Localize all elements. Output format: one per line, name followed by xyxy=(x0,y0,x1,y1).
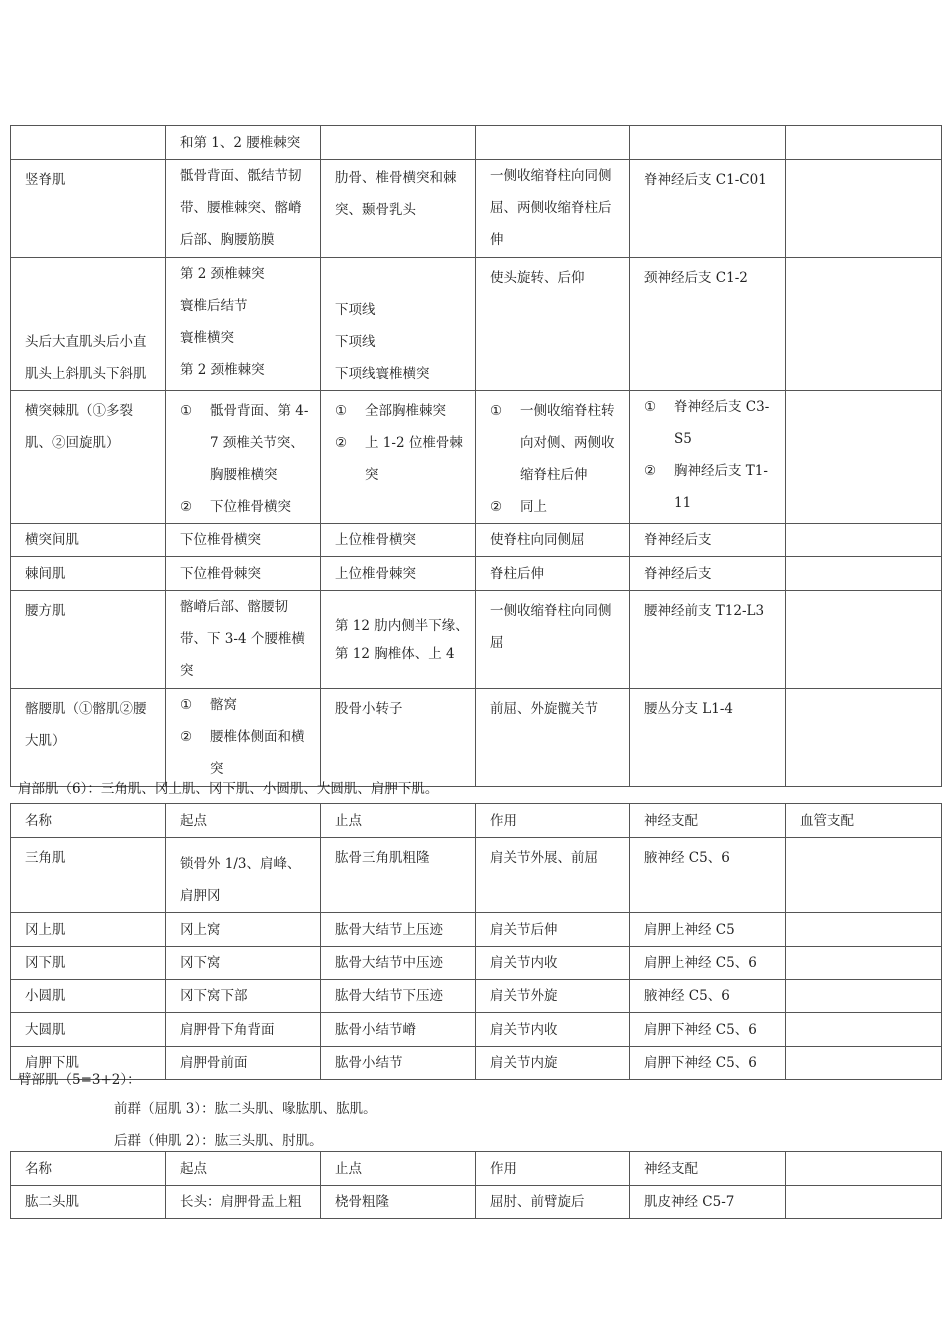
table-row xyxy=(11,591,942,689)
name-cell: 棘间肌 xyxy=(25,566,66,582)
arm-muscles-table xyxy=(10,1151,942,1219)
table-row xyxy=(11,258,942,391)
origin-line: 寰椎横突 xyxy=(180,330,234,346)
header-vessel: 血管支配 xyxy=(800,813,854,829)
table-header-row xyxy=(11,804,942,838)
header-nerve: 神经支配 xyxy=(644,1161,698,1177)
origin-cell: 锁骨外 1/3、肩峰、肩胛冈 xyxy=(180,856,301,904)
nerve-cell: 肩胛上神经 C5 xyxy=(644,922,735,938)
name-cell: 三角肌 xyxy=(25,850,66,866)
name-cell: 小圆肌 xyxy=(25,988,66,1004)
nerve-cell: 肩胛下神经 C5、6 xyxy=(644,1022,757,1038)
nerve-cell: 脊神经后支 C1-C01 xyxy=(644,172,767,188)
origin-cell: 肩胛骨下角背面 xyxy=(180,1022,275,1038)
nerve-item: ② 胸神经后支 T1-11 xyxy=(644,463,768,511)
origin-cell: 髂嵴后部、髂腰韧带、下 3-4 个腰椎横突 xyxy=(180,599,305,679)
action-cell: 肩关节内旋 xyxy=(490,1055,558,1071)
origin-item: ① 髂窝 xyxy=(180,697,237,713)
name-cell: 横突棘肌（①多裂肌、②回旋肌） xyxy=(25,403,133,451)
table-row xyxy=(11,1186,942,1219)
action-cell: 使脊柱向同侧屈 xyxy=(490,532,585,548)
table-row xyxy=(11,1047,942,1080)
action-cell: 一侧收缩脊柱向同侧屈、两侧收缩脊柱后伸 xyxy=(490,168,612,248)
table-row xyxy=(11,689,942,787)
header-origin: 起点 xyxy=(180,1161,207,1177)
origin-cell: 骶骨背面、骶结节韧带、腰椎棘突、髂嵴后部、胸腰筋膜 xyxy=(180,168,302,248)
origin-cell: 肩胛骨前面 xyxy=(180,1055,248,1071)
nerve-cell: 腋神经 C5、6 xyxy=(644,850,730,866)
table-header-row xyxy=(11,1152,942,1186)
action-cell: 使头旋转、后仰 xyxy=(490,270,585,286)
nerve-cell: 脊神经后支 xyxy=(644,566,712,582)
insertion-line: 下项线 xyxy=(335,334,376,350)
origin-cell: 下位椎骨横突 xyxy=(180,532,261,548)
name-cell: 冈下肌 xyxy=(25,955,66,971)
arm-back-group: 后群（伸肌 2）：肱三头肌、肘肌。 xyxy=(114,1133,323,1149)
header-action: 作用 xyxy=(490,1161,517,1177)
arm-muscles-heading: 臂部肌（5=3+2）： xyxy=(18,1072,141,1088)
origin-line: 寰椎后结节 xyxy=(180,298,248,314)
insertion-item: ① 全部胸椎棘突 xyxy=(335,403,446,419)
origin-item: ② 腰椎体侧面和横突 xyxy=(180,729,305,777)
shoulder-muscles-heading: 肩部肌（6）：三角肌、冈上肌、冈下肌、小圆肌、大圆肌、肩胛下肌。 xyxy=(18,781,439,797)
nerve-cell: 腰神经前支 T12-L3 xyxy=(644,603,765,619)
origin-line: 第 2 颈椎棘突 xyxy=(180,266,265,282)
header-nerve: 神经支配 xyxy=(644,813,698,829)
table-row xyxy=(11,126,942,160)
origin-cell: 冈下窝下部 xyxy=(180,988,248,1004)
origin-line: 第 2 颈椎棘突 xyxy=(180,362,265,378)
nerve-cell: 肩胛上神经 C5、6 xyxy=(644,955,757,971)
name-cell: 冈上肌 xyxy=(25,922,66,938)
origin-cell: 下位椎骨棘突 xyxy=(180,566,261,582)
action-item: ① 一侧收缩脊柱转向对侧、两侧收缩脊柱后伸 xyxy=(490,403,615,483)
header-insertion: 止点 xyxy=(335,1161,362,1177)
action-cell: 前屈、外旋髋关节 xyxy=(490,701,598,717)
nerve-cell: 肌皮神经 C5-7 xyxy=(644,1194,735,1210)
table-row xyxy=(11,524,942,557)
insertion-cell: 肱骨大结节上压迹 xyxy=(335,922,443,938)
insertion-cell: 肱骨小结节 xyxy=(335,1055,403,1071)
nerve-cell: 脊神经后支 xyxy=(644,532,712,548)
arm-front-group: 前群（屈肌 3）：肱二头肌、喙肱肌、肱肌。 xyxy=(114,1101,377,1117)
table-row xyxy=(11,391,942,524)
nerve-cell: 颈神经后支 C1-2 xyxy=(644,270,748,286)
action-cell: 屈肘、前臂旋后 xyxy=(490,1194,585,1210)
action-cell: 肩关节内收 xyxy=(490,955,558,971)
insertion-cell: 肱骨大结节下压迹 xyxy=(335,988,443,1004)
insertion-line: 第 12 胸椎体、上 4 xyxy=(335,646,455,662)
name-cell: 肱二头肌 xyxy=(25,1194,79,1210)
header-insertion: 止点 xyxy=(335,813,362,829)
name-cell: 头后大直肌头后小直肌头上斜肌头下斜肌 xyxy=(25,334,147,382)
origin-item: ② 下位椎骨横突 xyxy=(180,499,291,515)
insertion-cell: 肱骨大结节中压迹 xyxy=(335,955,443,971)
nerve-cell: 肩胛下神经 C5、6 xyxy=(644,1055,757,1071)
table-row xyxy=(11,913,942,947)
table-row xyxy=(11,980,942,1013)
origin-cell: 和第 1、2 腰椎棘突 xyxy=(180,135,301,151)
shoulder-muscles-table xyxy=(10,803,942,1080)
origin-cell: 长头：肩胛骨盂上粗 xyxy=(180,1194,302,1210)
insertion-line: 下项线寰椎横突 xyxy=(335,366,430,382)
header-action: 作用 xyxy=(490,813,517,829)
insertion-cell: 股骨小转子 xyxy=(335,701,403,717)
origin-cell: 冈下窝 xyxy=(180,955,221,971)
name-cell: 髂腰肌（①髂肌②腰大肌） xyxy=(25,701,147,749)
header-name: 名称 xyxy=(25,813,52,829)
table-row xyxy=(11,1013,942,1047)
name-cell: 竖脊肌 xyxy=(25,172,66,188)
action-cell: 肩关节后伸 xyxy=(490,922,558,938)
name-cell: 大圆肌 xyxy=(25,1022,66,1038)
insertion-cell: 桡骨粗隆 xyxy=(335,1194,389,1210)
header-name: 名称 xyxy=(25,1161,52,1177)
origin-item: ① 骶骨背面、第 4-7 颈椎关节突、胸腰椎横突 xyxy=(180,403,309,483)
insertion-cell: 肋骨、椎骨横突和棘突、颞骨乳头 xyxy=(335,170,457,218)
header-origin: 起点 xyxy=(180,813,207,829)
insertion-line: 第 12 肋内侧半下缘、 xyxy=(335,618,469,634)
nerve-cell: 腰丛分支 L1-4 xyxy=(644,701,733,717)
action-cell: 肩关节内收 xyxy=(490,1022,558,1038)
nerve-item: ① 脊神经后支 C3-S5 xyxy=(644,399,770,447)
name-cell: 横突间肌 xyxy=(25,532,79,548)
insertion-cell: 肱骨小结节嵴 xyxy=(335,1022,416,1038)
name-cell: 肩胛下肌 xyxy=(25,1055,79,1071)
insertion-item: ② 上 1-2 位椎骨棘突 xyxy=(335,435,463,483)
table-row xyxy=(11,947,942,980)
insertion-cell: 上位椎骨棘突 xyxy=(335,566,416,582)
name-cell: 腰方肌 xyxy=(25,603,66,619)
table-row xyxy=(11,838,942,913)
action-cell: 肩关节外展、前屈 xyxy=(490,850,598,866)
action-cell: 肩关节外旋 xyxy=(490,988,558,1004)
action-cell: 一侧收缩脊柱向同侧屈 xyxy=(490,603,612,651)
nerve-cell: 腋神经 C5、6 xyxy=(644,988,730,1004)
insertion-cell: 肱骨三角肌粗隆 xyxy=(335,850,430,866)
insertion-line: 下项线 xyxy=(335,302,376,318)
action-item: ② 同上 xyxy=(490,499,547,515)
action-cell: 脊柱后伸 xyxy=(490,566,544,582)
back-muscles-table xyxy=(10,125,942,787)
origin-cell: 冈上窝 xyxy=(180,922,221,938)
table-row xyxy=(11,557,942,591)
insertion-cell: 上位椎骨横突 xyxy=(335,532,416,548)
table-row xyxy=(11,160,942,258)
